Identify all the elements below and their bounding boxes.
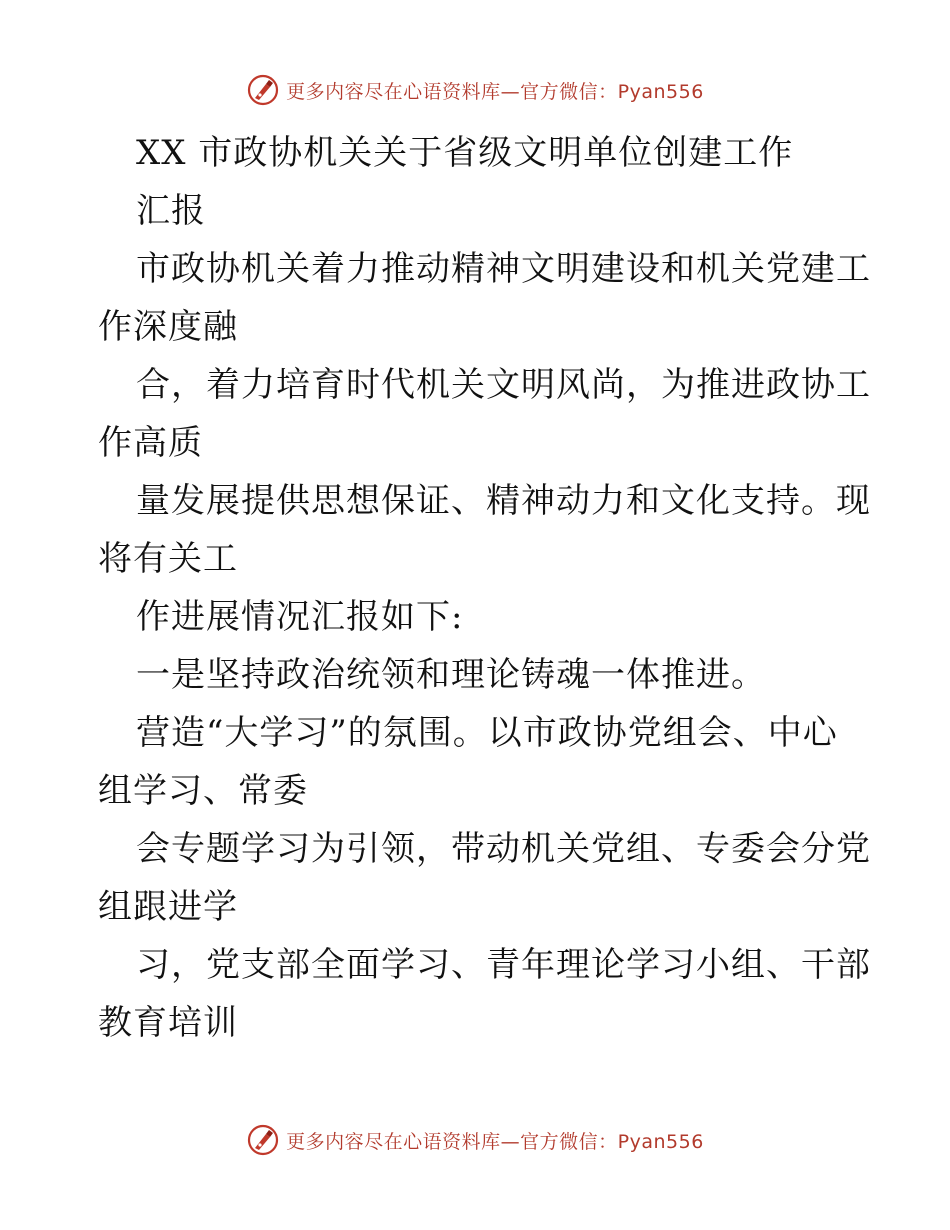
paragraph-line: 组跟进学	[98, 887, 238, 927]
document-body	[98, 124, 871, 1052]
paragraph-line: 营造“大学习”的氛围。以市政协党组会、中心	[136, 713, 838, 753]
document-title-line-2: 汇报	[136, 191, 206, 231]
paragraph-line: 作进展情况汇报如下:	[136, 597, 464, 637]
paragraph-line: 作深度融	[98, 307, 238, 347]
footer-watermark	[0, 1120, 950, 1160]
watermark-wechat-id: Pyan556	[617, 80, 704, 103]
paragraph-line: 会专题学习为引领，带动机关党组、专委会分党	[136, 829, 871, 869]
paragraph-line: 市政协机关着力推动精神文明建设和机关党建工	[136, 249, 871, 289]
watermark-wechat-id: Pyan556	[617, 1130, 704, 1153]
watermark-text: 更多内容尽在心语资料库—官方微信：	[286, 1130, 618, 1153]
header-watermark	[0, 70, 950, 110]
section-heading: 一是坚持政治统领和理论铸魂一体推进。	[136, 655, 766, 695]
pen-nib-logo-icon	[246, 1123, 280, 1157]
document-title-line-1: XX 市政协机关关于省级文明单位创建工作	[136, 133, 794, 173]
paragraph-line: 量发展提供思想保证、精神动力和文化支持。现	[136, 481, 871, 521]
paragraph-line: 教育培训	[98, 1003, 238, 1043]
paragraph-line: 合，着力培育时代机关文明风尚，为推进政协工	[136, 365, 871, 405]
paragraph-line: 将有关工	[98, 539, 238, 579]
paragraph-line: 组学习、常委	[98, 771, 308, 811]
watermark-text: 更多内容尽在心语资料库—官方微信：	[286, 80, 618, 103]
pen-nib-logo-icon	[246, 73, 280, 107]
paragraph-line: 作高质	[98, 423, 203, 463]
paragraph-line: 习，党支部全面学习、青年理论学习小组、干部	[136, 945, 871, 985]
